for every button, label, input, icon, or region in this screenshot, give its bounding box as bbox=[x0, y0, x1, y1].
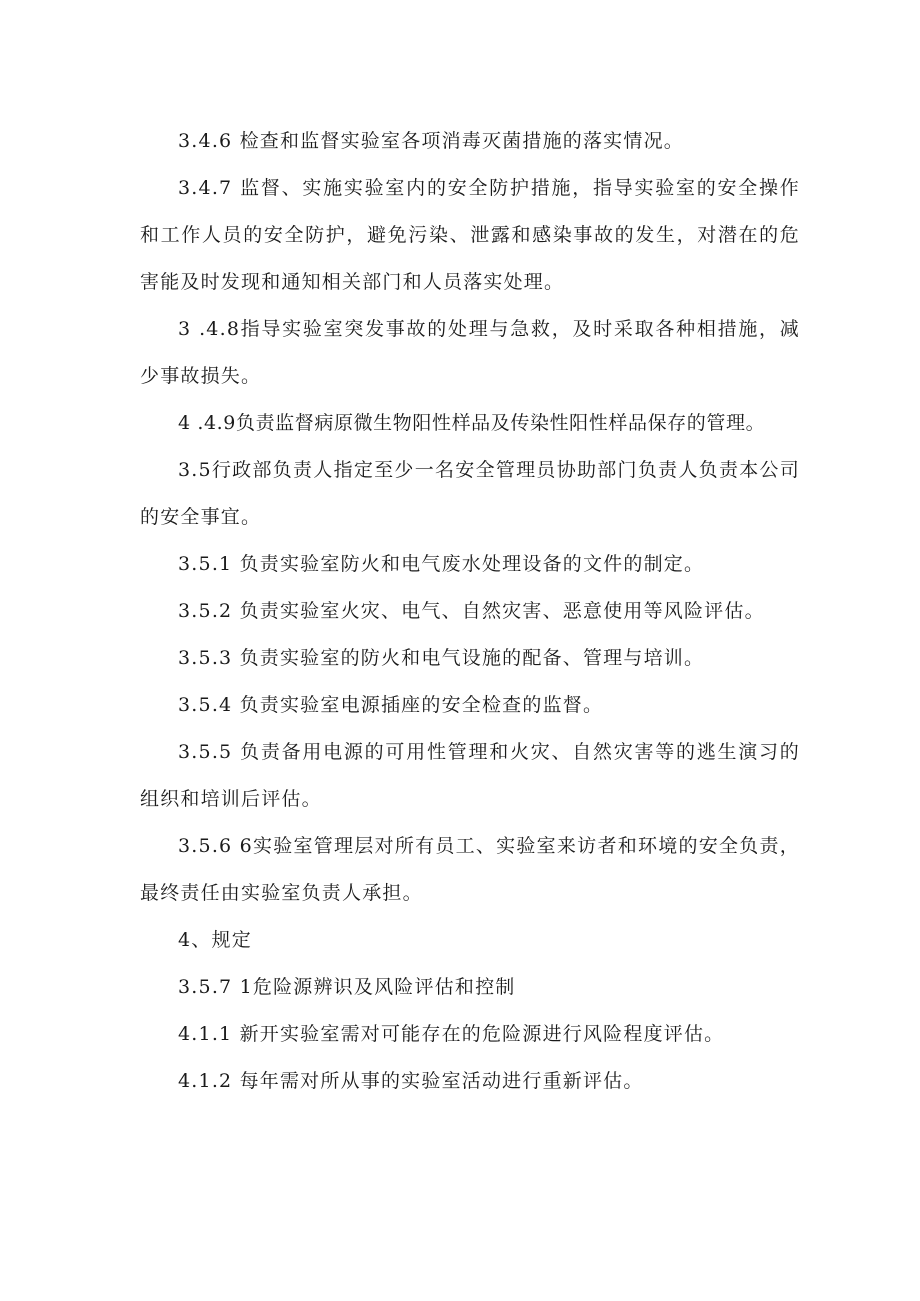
section-heading-4: 4、规定 bbox=[178, 929, 252, 951]
paragraph-4-4-9: 4 .4.9负责监督病原微生物阳性样品及传染性阳性样品保存的管理。 bbox=[178, 412, 766, 434]
paragraph-3-5-6: 3.5.6 6实验室管理层对所有员工、实验室来访者和环境的安全负责，最终责任由实验室负责人承担。 bbox=[140, 835, 800, 904]
document-body bbox=[140, 118, 800, 1105]
paragraph-3-5-5: 3.5.5 负责备用电源的可用性管理和火灾、自然灾害等的逃生演习的组织和培训后评估。 bbox=[140, 741, 800, 810]
paragraph-3-4-6: 3.4.6 检查和监督实验室各项消毒灭菌措施的落实情况。 bbox=[178, 130, 684, 152]
paragraph-3-5: 3.5行政部负责人指定至少一名安全管理员协助部门负责人负责本公司的安全事宜。 bbox=[140, 459, 800, 528]
paragraph-3-4-7: 3.4.7 监督、实施实验室内的安全防护措施，指导实验室的安全操作和工作人员的安全防护，避免污染、泄露和感染事故的发生，对潜在的危害能及时发现和通知相关部门和人员落实处理。 bbox=[140, 177, 800, 293]
paragraph-3-5-2: 3.5.2 负责实验室火灾、电气、自然灾害、恶意使用等风险评估。 bbox=[178, 600, 765, 622]
paragraph-3-5-7: 3.5.7 1危险源辨识及风险评估和控制 bbox=[178, 976, 516, 998]
paragraph-4-1-2: 4.1.2 每年需对所从事的实验室活动进行重新评估。 bbox=[178, 1070, 644, 1092]
paragraph-4-1-1: 4.1.1 新开实验室需对可能存在的危险源进行风险程度评估。 bbox=[178, 1023, 725, 1045]
paragraph-3-5-4: 3.5.4 负责实验室电源插座的安全检查的监督。 bbox=[178, 694, 604, 716]
paragraph-3-5-3: 3.5.3 负责实验室的防火和电气设施的配备、管理与培训。 bbox=[178, 647, 705, 669]
paragraph-3-4-8: 3 .4.8指导实验室突发事故的处理与急救，及时采取各种相措施，减少事故损失。 bbox=[140, 318, 800, 387]
paragraph-3-5-1: 3.5.1 负责实验室防火和电气废水处理设备的文件的制定。 bbox=[178, 553, 705, 575]
